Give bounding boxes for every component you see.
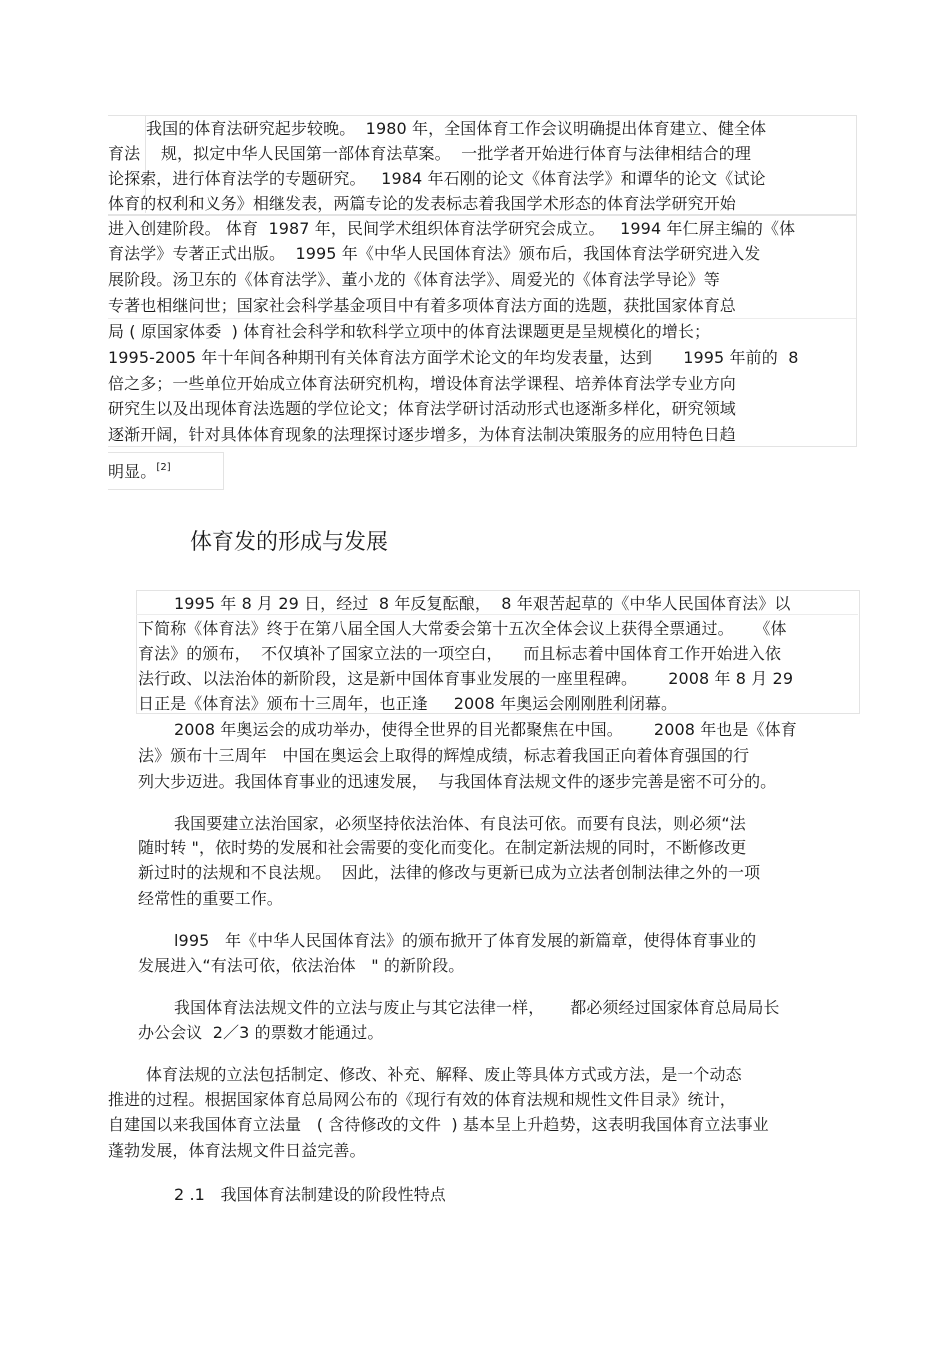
paragraph-line: 进入创建阶段。 体育 1987 年，民间学术组织体育法学研究会成立。 1994 年仁屏主编的《体 (108, 219, 796, 238)
paragraph-line: 育法学》专著正式出版。 1995 年《中华人民国体育法》颁布后，我国体育法学研究进入发 (108, 244, 761, 263)
paragraph-line: 体育的权利和义务》相继发表，两篇专论的发表标志着我国学术形态的体育法学研究开始 (108, 194, 736, 213)
paragraph-line: 法》颁布十三周年 中国在奥运会上取得的辉煌成绩，标志着我国正向着体育强国的行 (138, 746, 750, 765)
paragraph-line: 局 ( 原国家体委 ) 体育社会科学和软科学立项中的体育法课题更是呈规模化的增长； (108, 322, 711, 341)
last-line-text: 明显。 (108, 462, 157, 481)
section-heading: 体育发的形成与发展 (190, 530, 389, 555)
subsection-heading: 2 .1 我国体育法制建设的阶段性特点 (174, 1185, 446, 1204)
paragraph-line: 育法》的颁布， 不仅填补了国家立法的一项空白， 而且标志着中国体育工作开始进入依 (138, 644, 781, 663)
paragraph-line: 列大步迈进。我国体育事业的迅速发展， 与我国体育法规文件的逐步完善是密不可分的。 (138, 772, 777, 791)
paragraph-line: 专著也相继问世；国家社会科学基金项目中有着多项体育法方面的选题，获批国家体育总 (108, 296, 736, 315)
paragraph-line: 新过时的法规和不良法规。 因此，法律的修改与更新已成为立法者创制法律之外的一项 (138, 863, 761, 882)
paragraph-line: 办公会议 2／3 的票数才能通过。 (138, 1023, 384, 1042)
paragraph-line: l995 年《中华人民国体育法》的颁布掀开了体育发展的新篇章，使得体育事业的 (174, 931, 757, 950)
paragraph-line: 体育法规的立法包括制定、修改、补充、解释、废止等具体方式或方法，是一个动态 (146, 1065, 742, 1084)
paragraph-line: 研究生以及出现体育法选题的学位论文；体育法学研讨活动形式也逐渐多样化，研究领域 (108, 399, 736, 418)
paragraph-line (108, 460, 171, 484)
paragraph-line: 法行政、以法治体的新阶段，这是新中国体育事业发展的一座里程碑。 2008 年 8 月 29 (138, 669, 794, 688)
row-divider (108, 318, 856, 319)
citation-marker: [2] (156, 462, 171, 473)
paragraph-line: 展阶段。汤卫东的《体育法学》、董小龙的《体育法学》、周爱光的《体育法学导论》等 (108, 270, 720, 289)
paragraph-line: 1995-2005 年十年间各种期刊有关体育法方面学术论文的年均发表量，达到 1995 年前的 8 (108, 348, 799, 367)
paragraph-line: 我国体育法法规文件的立法与废止与其它法律一样， 都必须经过国家体育总局局长 (174, 998, 780, 1017)
paragraph-line: 日正是《体育法》颁布十三周年，也正逢 2008 年奥运会刚刚胜利闭幕。 (138, 694, 678, 713)
paragraph-line: 2008 年奥运会的成功举办，使得全世界的目光都聚焦在中国。 2008 年也是《体育 (174, 720, 797, 739)
paragraph-line: 我国要建立法治国家，必须坚持依法治体、有良法可依。而要有良法，则必须“法 (174, 814, 746, 833)
paragraph-line: 推进的过程。根据国家体育总局网公布的《现行有效的体育法规和规性文件目录》统计， (108, 1090, 736, 1109)
paragraph-line: 我国的体育法研究起步较晚。 1980 年，全国体育工作会议明确提出体育建立、健全体 (146, 119, 767, 138)
paragraph-line: 育法 规，拟定中华人民国第一部体育法草案。 一批学者开始进行体育与法律相结合的理 (108, 144, 751, 163)
paragraph-line: 逐渐开阔，针对具体体育现象的法理探讨逐步增多，为体育法制决策服务的应用特色日趋 (108, 425, 736, 444)
paragraph-line: 发展进入“有法可依，依法治体 " 的新阶段。 (138, 956, 465, 975)
paragraph-line: 自建国以来我国体育立法量 ( 含待修改的文件 ) 基本呈上升趋势，这表明我国体育立法事业 (108, 1115, 769, 1134)
paragraph-line: 随时转 "，依时势的发展和社会需要的变化而变化。在制定新法规的同时，不断修改更 (138, 838, 747, 857)
paragraph-line: 经常性的重要工作。 (138, 889, 283, 908)
paragraph-line: 1995 年 8 月 29 日，经过 8 年反复酝酿， 8 年艰苦起草的《中华人民国体育法》以 (174, 594, 791, 613)
paragraph-line: 蓬勃发展，体育法规文件日益完善。 (108, 1141, 366, 1160)
paragraph-line: 倍之多；一些单位开始成立体育法研究机构，增设体育法学课程、培养体育法学专业方向 (108, 374, 736, 393)
paragraph-line: 下简称《体育法》终于在第八届全国人大常委会第十五次全体会议上获得全票通过。 《体 (138, 619, 787, 638)
paragraph-line: 论探索，进行体育法学的专题研究。 1984 年石刚的论文《体育法学》和谭华的论文《试论 (108, 169, 766, 188)
